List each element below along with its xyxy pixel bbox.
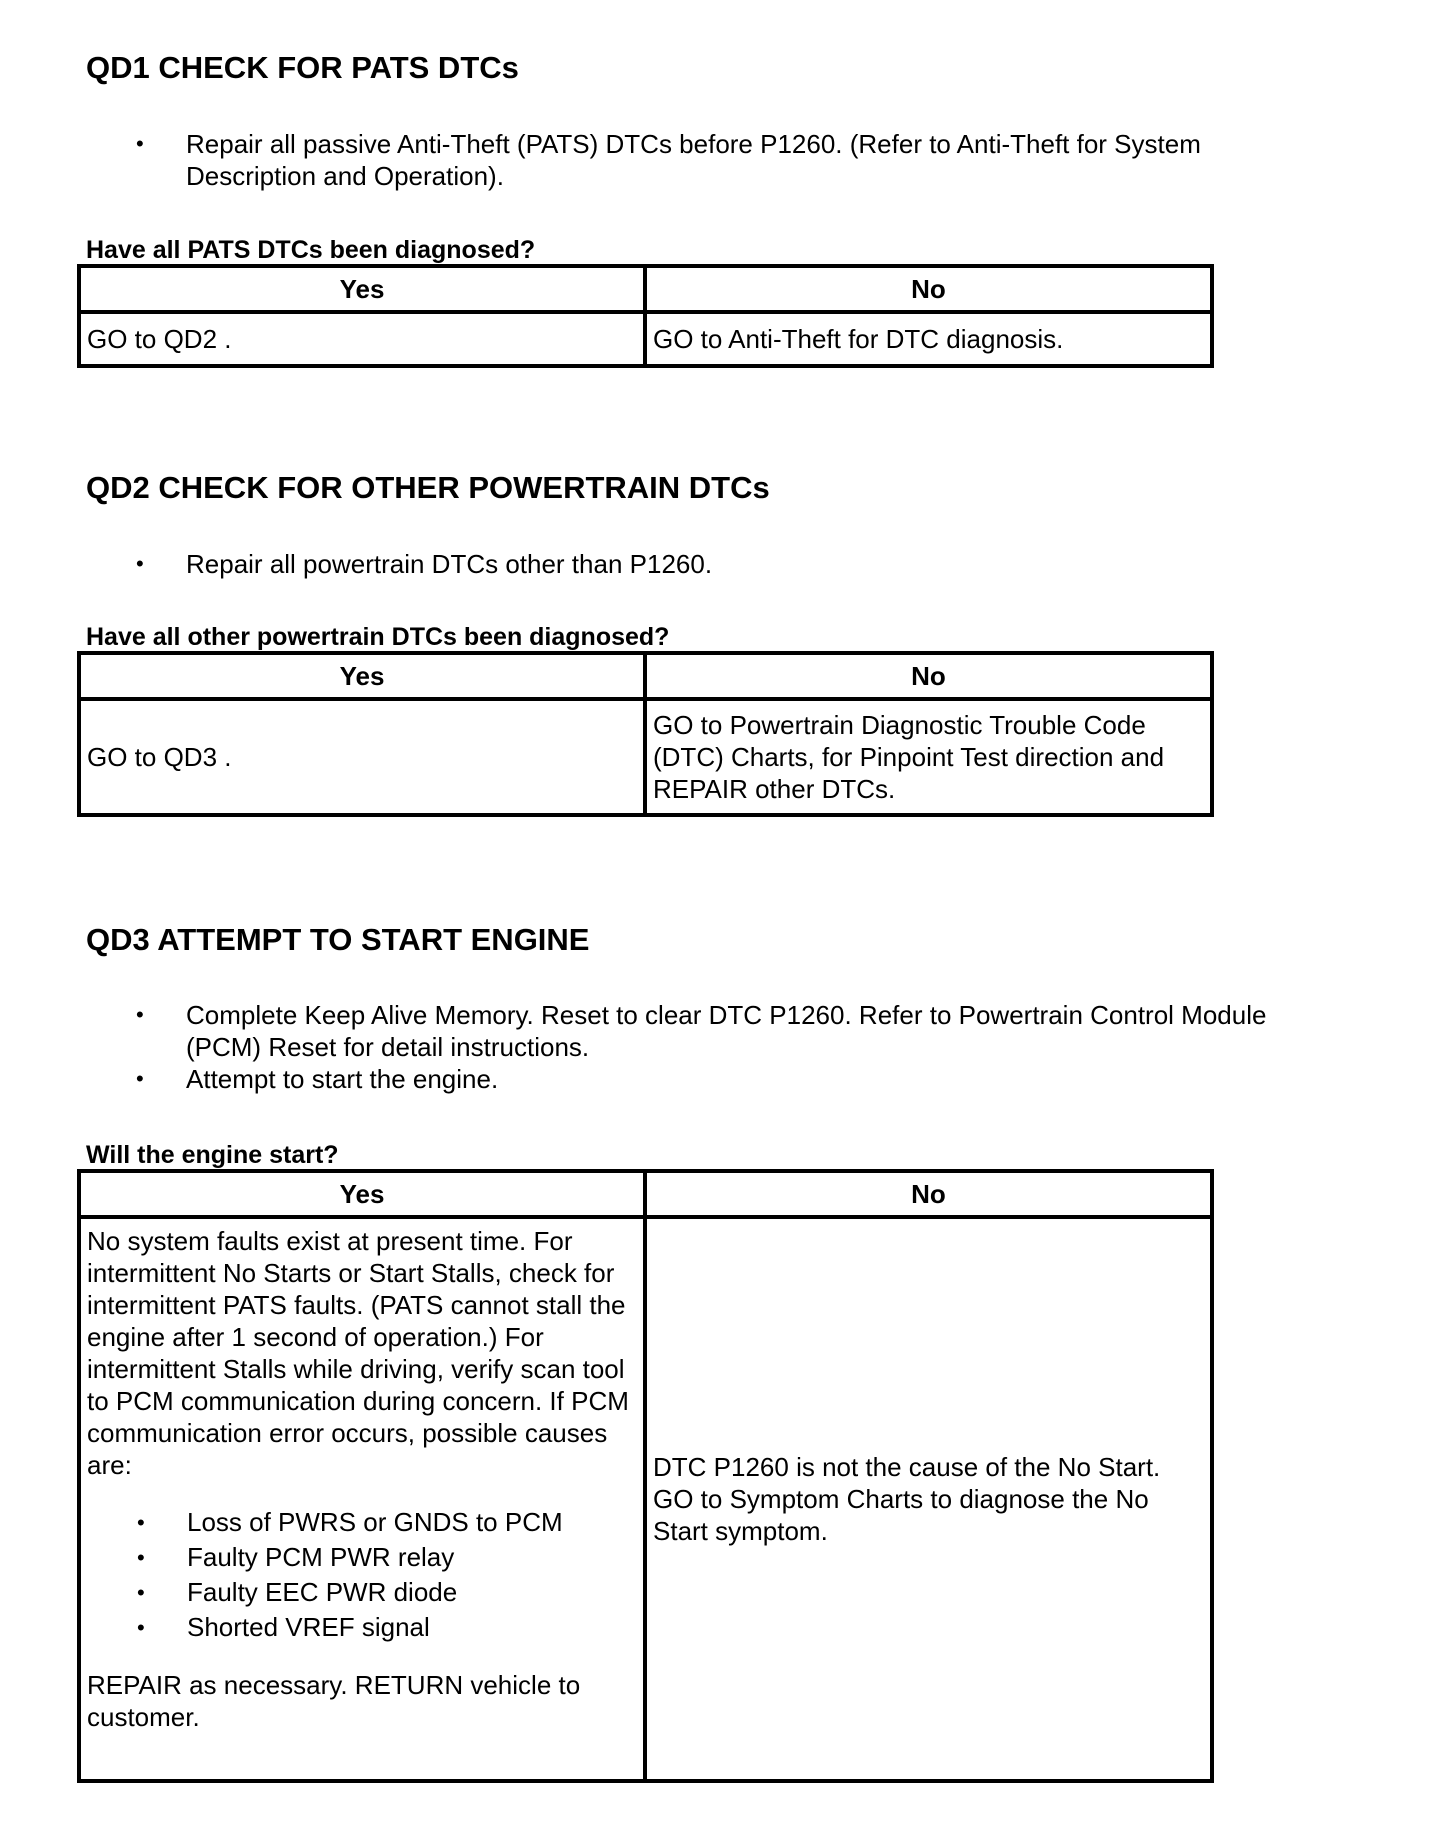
bullet-icon: • — [137, 1615, 145, 1640]
bullet-icon: • — [137, 1545, 145, 1570]
table-header-row — [79, 266, 1212, 312]
list-item — [0, 128, 1326, 192]
bullet-icon: • — [136, 551, 144, 576]
list-item — [87, 1610, 637, 1645]
bullet-icon: • — [137, 1580, 145, 1605]
no-cell: GO to Anti-Theft for DTC diagnosis. — [645, 312, 1212, 366]
qd2-question: Have all other powertrain DTCs been diagnosed? — [86, 623, 670, 651]
qd3-bullet-list — [0, 999, 1326, 1095]
list-item — [0, 999, 1326, 1063]
cause-text: Faulty EEC PWR diode — [187, 1577, 458, 1607]
bullet-text: Repair all passive Anti-Theft (PATS) DTCs before P1260. (Refer to Anti-Theft for System Description and Operation). — [186, 129, 1201, 191]
table-row — [79, 1217, 1212, 1781]
list-item — [87, 1575, 637, 1610]
bullet-icon: • — [136, 1066, 144, 1091]
qd1-bullet-list — [0, 128, 1326, 192]
qd1-table — [77, 264, 1214, 368]
yes-header: Yes — [79, 1171, 645, 1217]
yes-cell-outro: REPAIR as necessary. RETURN vehicle to customer. — [87, 1670, 581, 1732]
yes-header: Yes — [79, 653, 645, 699]
yes-cell: GO to QD3 . — [79, 699, 645, 815]
qd3-table — [77, 1169, 1214, 1783]
qd2-heading: QD2 CHECK FOR OTHER POWERTRAIN DTCs — [86, 470, 770, 505]
table-row — [79, 699, 1212, 815]
no-header: No — [645, 653, 1212, 699]
no-cell: DTC P1260 is not the cause of the No Start. GO to Symptom Charts to diagnose the No Start symptom. — [645, 1217, 1212, 1781]
qd3-question: Will the engine start? — [86, 1141, 339, 1169]
qd2-table — [77, 651, 1214, 817]
table-row — [79, 312, 1212, 366]
yes-header: Yes — [79, 266, 645, 312]
bullet-icon: • — [137, 1510, 145, 1535]
yes-cell: GO to QD2 . — [79, 312, 645, 366]
yes-cell-intro: No system faults exist at present time. For intermittent No Starts or Start Stalls, check for intermittent PATS faults. (PATS cannot stall the engine after 1 second of operation.) For intermittent Stalls while driving, verify scan tool to PCM communication during concern. If PCM communication error occurs, possible causes are: — [87, 1226, 629, 1480]
bullet-icon: • — [136, 1002, 144, 1027]
possible-causes-list — [87, 1505, 637, 1645]
cause-text: Shorted VREF signal — [187, 1612, 430, 1642]
no-header: No — [645, 266, 1212, 312]
list-item — [0, 548, 1326, 580]
list-item — [87, 1505, 637, 1540]
table-header-row — [79, 653, 1212, 699]
list-item — [87, 1540, 637, 1575]
cause-text: Faulty PCM PWR relay — [187, 1542, 455, 1572]
qd1-heading: QD1 CHECK FOR PATS DTCs — [86, 50, 519, 85]
list-item — [0, 1063, 1326, 1095]
bullet-text: Repair all powertrain DTCs other than P1260. — [186, 549, 713, 579]
qd1-question: Have all PATS DTCs been diagnosed? — [86, 236, 536, 264]
qd2-bullet-list — [0, 548, 1326, 580]
bullet-text: Attempt to start the engine. — [186, 1064, 499, 1094]
bullet-icon: • — [136, 131, 144, 156]
yes-cell — [79, 1217, 645, 1781]
qd3-heading: QD3 ATTEMPT TO START ENGINE — [86, 922, 590, 957]
table-header-row — [79, 1171, 1212, 1217]
no-cell: GO to Powertrain Diagnostic Trouble Code (DTC) Charts, for Pinpoint Test direction and REPAIR other DTCs. — [645, 699, 1212, 815]
cause-text: Loss of PWRS or GNDS to PCM — [187, 1507, 563, 1537]
no-header: No — [645, 1171, 1212, 1217]
bullet-text: Complete Keep Alive Memory. Reset to clear DTC P1260. Refer to Powertrain Control Module (PCM) Reset for detail instructions. — [186, 1000, 1267, 1062]
